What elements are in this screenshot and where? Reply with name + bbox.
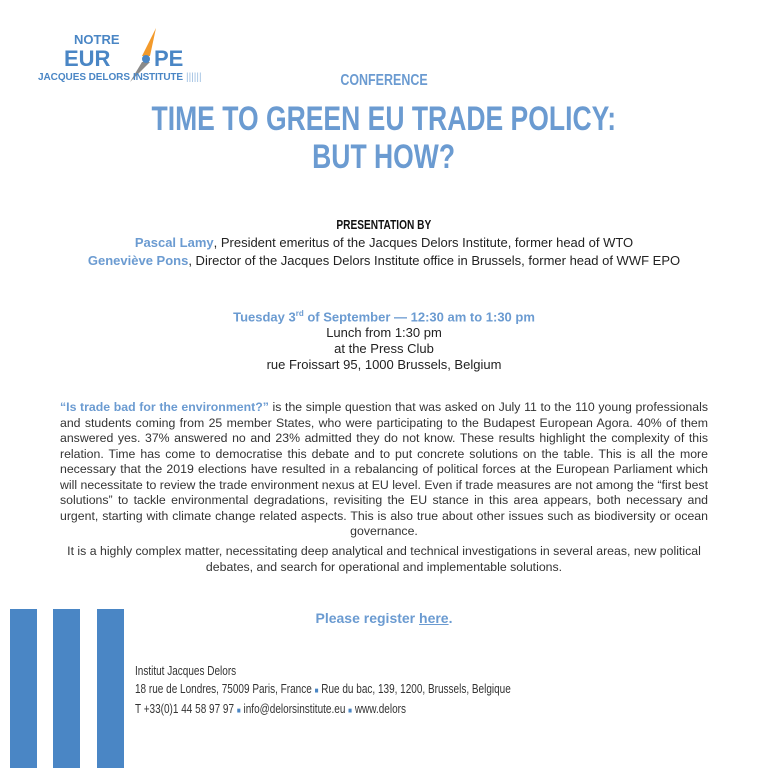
- svg-text:PE: PE: [154, 46, 184, 71]
- event-details: [0, 306, 768, 373]
- svg-text:INSTITUTE: INSTITUTE: [133, 72, 183, 83]
- register-text: Please register: [315, 610, 420, 626]
- presenters-heading: PRESENTATION BY: [336, 217, 432, 232]
- separator-icon: ■: [236, 706, 241, 715]
- decorative-bar: [53, 609, 80, 768]
- speaker-name: Geneviève Pons: [87, 253, 189, 268]
- event-venue: at the Press Club: [334, 341, 434, 357]
- svg-text:||||||: ||||||: [186, 72, 202, 83]
- presenters-section: [0, 216, 768, 270]
- register-link[interactable]: here: [419, 610, 449, 626]
- register-period: .: [448, 610, 453, 626]
- title-line-2: BUT HOW?: [312, 138, 456, 176]
- date-time: of September — 12:30 am to 1:30 pm: [303, 309, 535, 325]
- paragraph-text: is the simple question that was asked on July 11 to the 110 young professionals and students coming from 25 member States, who were participating to the Budapest European Agora. 40% of them answered yes. 37% answered no and 23% admitted they do not know. These results highlight the complexity of this relation. Time has come to democratise this debate and to put concrete solutions on the table. This is all the more necessary that the 2019 elections have resulted in a rebalancing of political forces at the European Parliament which will necessitate to review the trade environment nexus at EU level. Even if trade measures are not among the “first best solutions” to tackle environmental degradations, revisiting the EU stance in this area appears, both necessary and urgent, starting with climate change related aspects. This is also true about other issues such as biodiversity or ocean governance.: [60, 400, 708, 538]
- date-suffix: rd: [295, 309, 304, 318]
- page-title: [0, 100, 768, 176]
- address-paris: 18 rue de Londres, 75009 Paris, France: [135, 682, 312, 696]
- event-date: [0, 306, 768, 325]
- event-lunch: Lunch from 1:30 pm: [326, 325, 442, 341]
- decorative-bar: [10, 609, 37, 768]
- footer-address: [135, 680, 511, 700]
- footer-email[interactable]: info@delorsinstitute.eu: [243, 702, 346, 716]
- speaker-name: Pascal Lamy: [134, 235, 214, 250]
- speaker-role: , Director of the Jacques Delors Institute office in Brussels, former head of WWF EPO: [188, 253, 681, 268]
- svg-text:NOTRE: NOTRE: [74, 32, 120, 47]
- svg-text:EUR: EUR: [64, 46, 111, 71]
- footer-contact: [135, 662, 605, 720]
- date-text: Tuesday 3: [233, 309, 296, 325]
- speaker: [0, 252, 768, 270]
- separator-icon: ■: [314, 686, 319, 695]
- footer-contacts: [135, 700, 511, 720]
- question-highlight: “Is trade bad for the environment?”: [60, 400, 269, 414]
- speaker: [0, 234, 768, 252]
- event-address: rue Froissart 95, 1000 Brussels, Belgium: [266, 357, 502, 373]
- separator-icon: ■: [348, 706, 353, 715]
- intro-paragraph: [60, 400, 708, 540]
- footer-website[interactable]: www.delors: [354, 702, 406, 716]
- kicker-text: CONFERENCE: [340, 72, 428, 89]
- svg-text:JACQUES DELORS: JACQUES DELORS: [38, 72, 130, 83]
- footer-phone: T +33(0)1 44 58 97 97: [135, 702, 235, 716]
- address-brussels: Rue du bac, 139, 1200, Brussels, Belgique: [321, 682, 511, 696]
- speaker-role: , President emeritus of the Jacques Delors Institute, former head of WTO: [213, 235, 634, 250]
- decorative-bar: [97, 609, 124, 768]
- title-line-1: TIME TO GREEN EU TRADE POLICY:: [151, 100, 617, 138]
- kicker-conference: [0, 72, 768, 90]
- second-paragraph: It is a highly complex matter, necessitating deep analytical and technical investigations in several areas, new political debates, and search for operational and implementable solutions.: [67, 544, 701, 574]
- footer-org: Institut Jacques Delors: [135, 664, 237, 678]
